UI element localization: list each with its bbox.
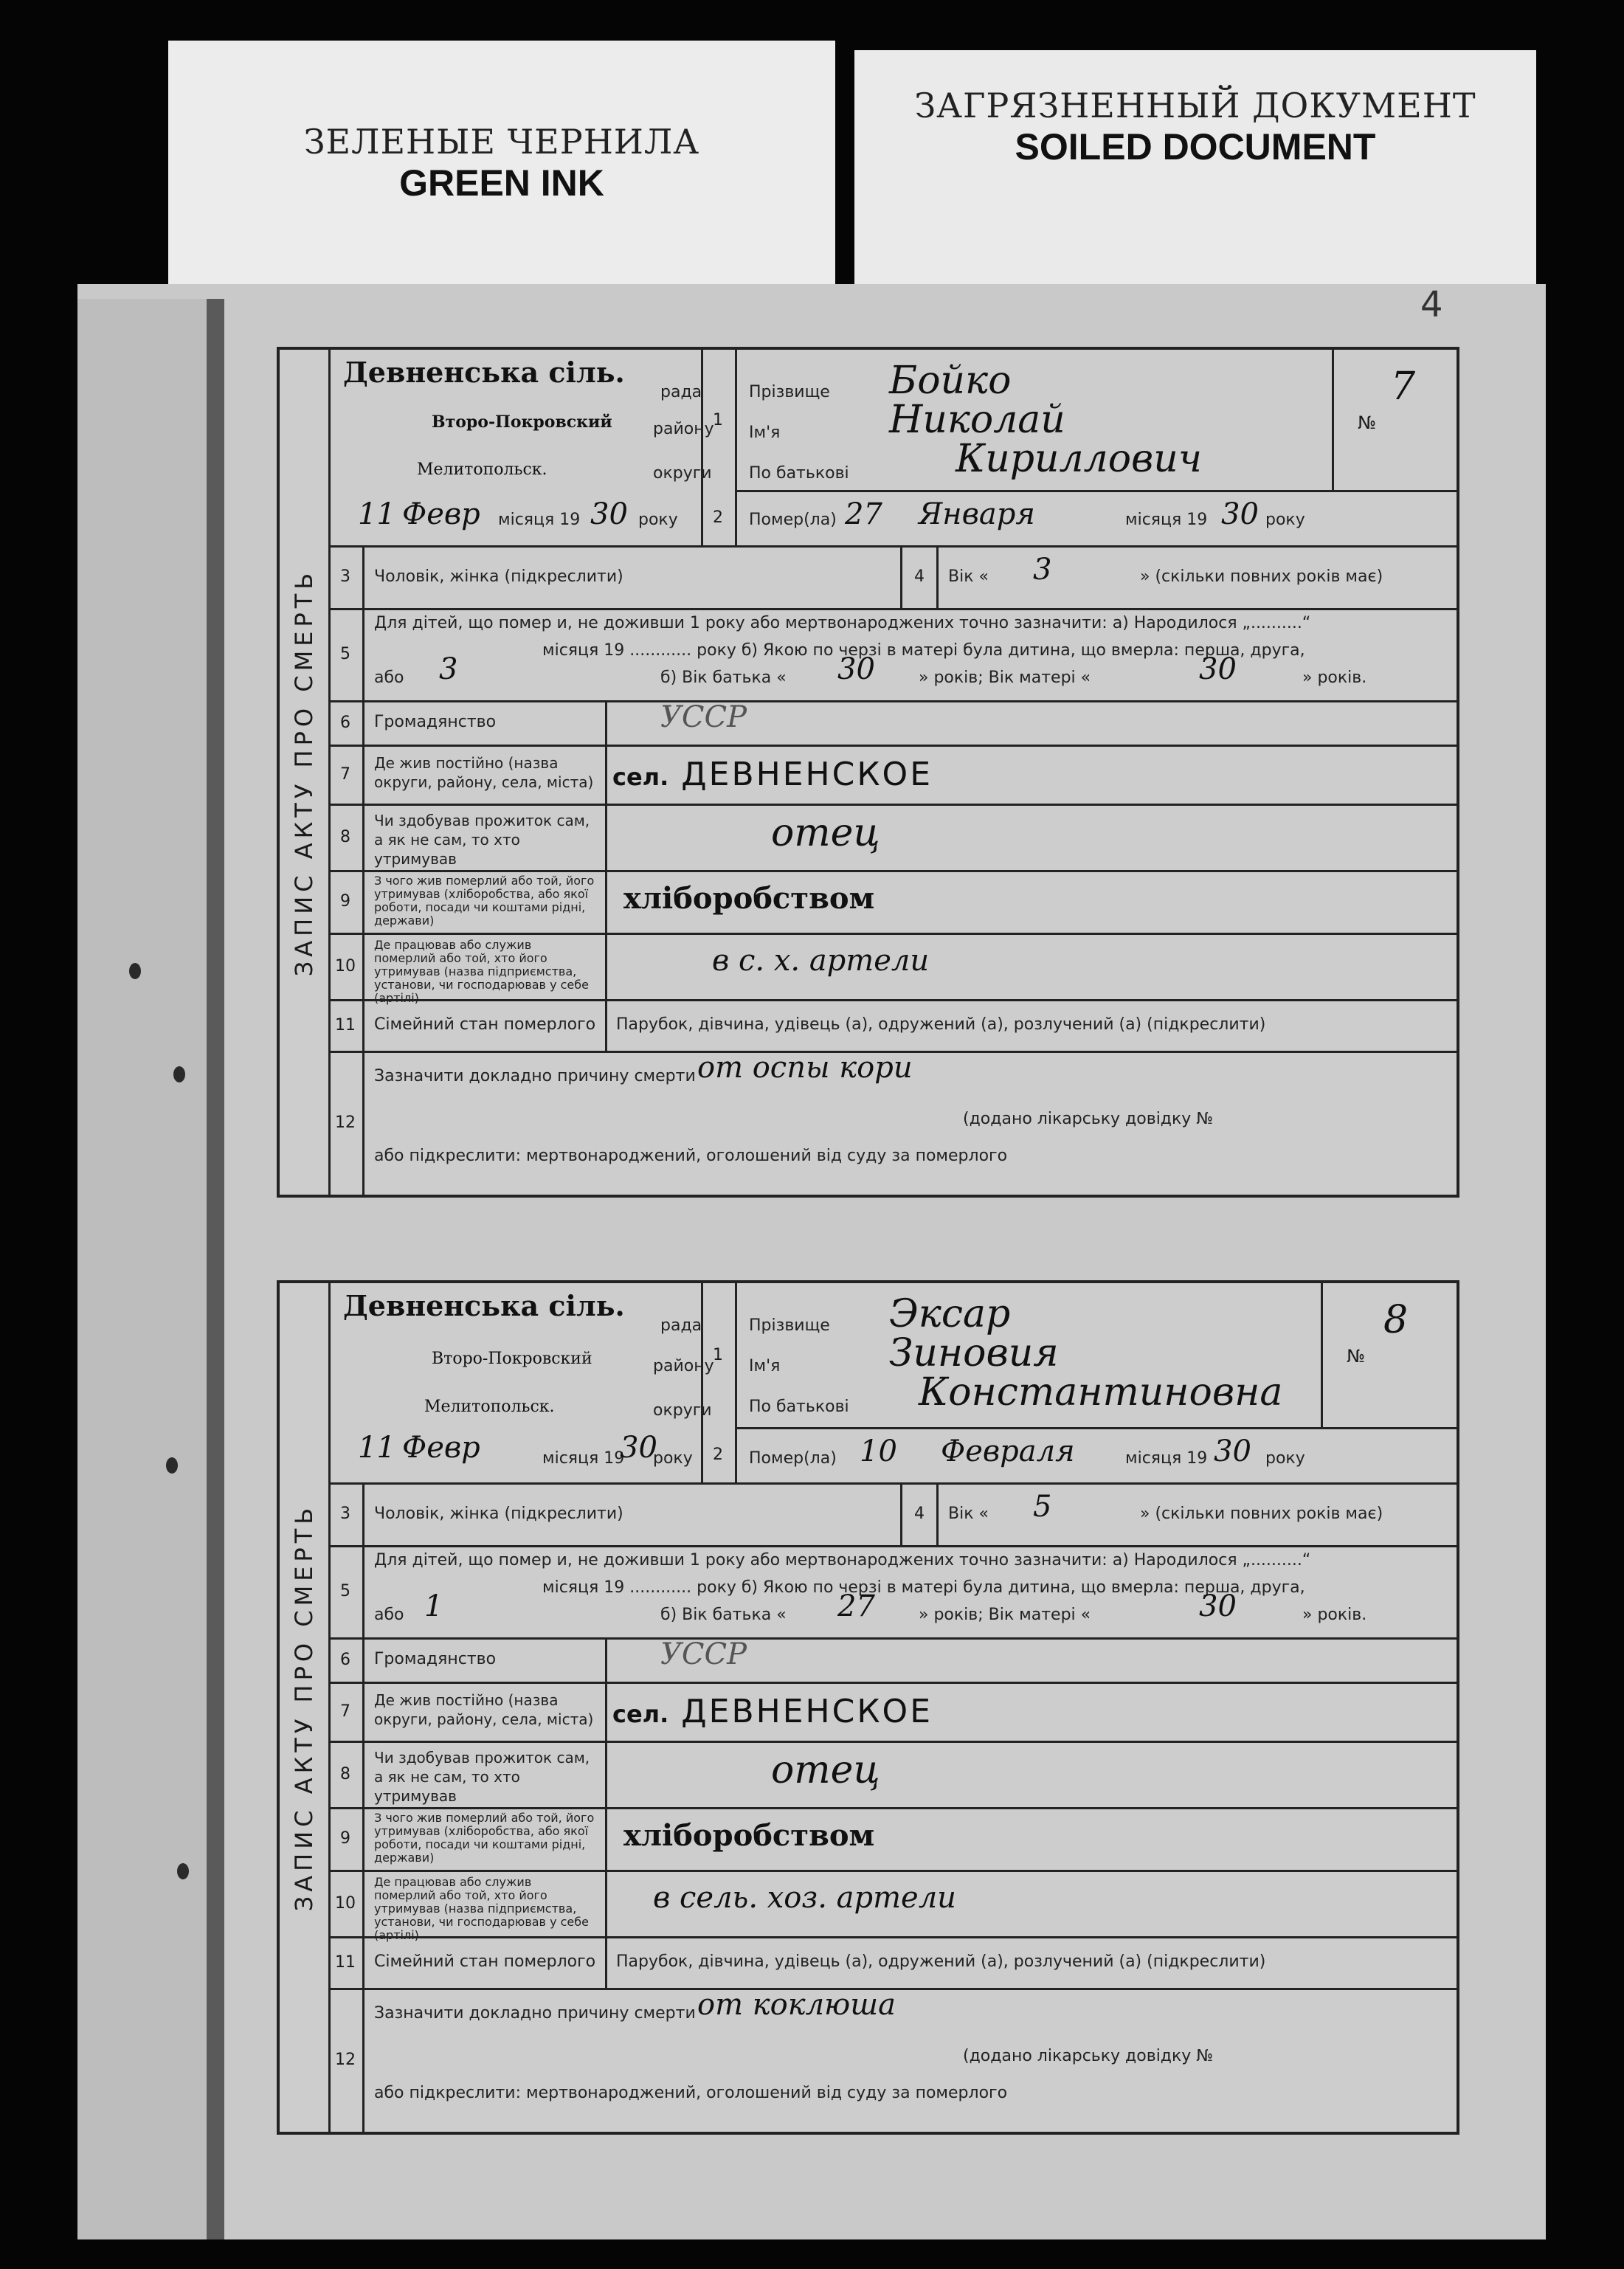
sex-label: Чоловік, жінка (підкреслити) bbox=[374, 1505, 623, 1523]
children-or-label: або bbox=[374, 669, 404, 687]
citizenship-value: УССР bbox=[660, 1637, 747, 1671]
patronymic-label: По батькові bbox=[749, 1398, 849, 1416]
reg-year: 30 bbox=[590, 497, 628, 531]
patronymic-value: Константиновна bbox=[919, 1370, 1283, 1415]
row-number: 10 bbox=[328, 1870, 364, 1936]
district-stamp: Второ-Покровский bbox=[432, 1350, 592, 1368]
source-row bbox=[328, 870, 1457, 935]
marital-options: Парубок, дівчина, удівець (а), одружений (а), розлучений (а) (підкреслити) bbox=[616, 1015, 1266, 1034]
record-number: 7 bbox=[1391, 365, 1416, 409]
citizenship-row bbox=[328, 700, 1457, 747]
marital-row bbox=[328, 1936, 1457, 1990]
row-number: 1 bbox=[701, 350, 737, 490]
died-label: Помер(ла) bbox=[749, 511, 837, 529]
died-label: Помер(ла) bbox=[749, 1449, 837, 1468]
livelihood-label: Чи здобував прожиток сам, а як не сам, то хто утримував bbox=[374, 812, 590, 868]
children-row bbox=[328, 1545, 1457, 1640]
soiled-label-en: SOILED DOCUMENT bbox=[1015, 126, 1376, 168]
soiled-label-ru: ЗАГРЯЗНЕННЫЙ ДОКУМЕНТ bbox=[914, 86, 1476, 125]
reg-day: 11 bbox=[358, 1431, 395, 1465]
sex-age-row bbox=[328, 545, 1457, 610]
row-number: 2 bbox=[701, 490, 737, 545]
cause-row bbox=[328, 1988, 1457, 2132]
row-number: 9 bbox=[328, 1807, 364, 1870]
month-label: місяця 19 bbox=[542, 1449, 625, 1468]
residence-row bbox=[328, 1682, 1457, 1743]
okrug-stamp: Мелитопольск. bbox=[417, 460, 547, 479]
row-number: 7 bbox=[328, 745, 364, 804]
residence-label: Де жив постійно (назва округи, району, села, міста) bbox=[374, 754, 594, 791]
death-month: Января bbox=[919, 497, 1035, 531]
council-stamp: Девненська сіль. bbox=[343, 356, 625, 389]
residence-value: сел. ДЕВНЕНСКОЕ bbox=[612, 756, 933, 793]
okrug-suffix: округи bbox=[653, 1401, 712, 1420]
age-suffix: » (скільки повних років має) bbox=[1140, 567, 1383, 586]
row-number: 8 bbox=[328, 804, 364, 870]
patronymic-label: По батькові bbox=[749, 464, 849, 483]
workplace-row bbox=[328, 1870, 1457, 1942]
source-value: хліборобством bbox=[623, 881, 875, 916]
form-side-title: ЗАПИС АКТУ ПРО СМЕРТЬ bbox=[280, 1283, 331, 2132]
death-record-form-2 bbox=[277, 1280, 1459, 2135]
row-number: 12 bbox=[328, 1051, 364, 1195]
cause-row bbox=[328, 1051, 1457, 1195]
row-number: 7 bbox=[328, 1682, 364, 1741]
death-year: 30 bbox=[1214, 1434, 1251, 1468]
mother-age-label: » років; Вік матері « bbox=[919, 1606, 1091, 1624]
children-row bbox=[328, 608, 1457, 702]
death-day: 10 bbox=[860, 1434, 897, 1468]
mother-age-value: 30 bbox=[1199, 1589, 1237, 1623]
father-age-value: 27 bbox=[837, 1589, 875, 1623]
name-value: Николай bbox=[889, 398, 1065, 442]
row-number: 10 bbox=[328, 933, 364, 999]
father-age-label: б) Вік батька « bbox=[660, 1606, 787, 1624]
age-prefix: Вік « bbox=[948, 567, 989, 586]
livelihood-value: отец bbox=[771, 1748, 880, 1792]
citizenship-row bbox=[328, 1637, 1457, 1684]
residence-label: Де жив постійно (назва округи, району, села, міста) bbox=[374, 1691, 594, 1728]
year-label: року bbox=[653, 1449, 693, 1468]
marital-row bbox=[328, 999, 1457, 1053]
row-number: 6 bbox=[328, 1637, 364, 1682]
death-month: Февраля bbox=[941, 1434, 1075, 1468]
cause-label: Зазначити докладно причину смерти bbox=[374, 1067, 696, 1085]
punch-hole bbox=[177, 1863, 189, 1879]
row-number: 8 bbox=[328, 1741, 364, 1807]
row-number: 1 bbox=[701, 1283, 737, 1427]
residence-value: сел. ДЕВНЕНСКОЕ bbox=[612, 1693, 933, 1730]
green-ink-label-card bbox=[168, 41, 835, 299]
citizenship-label: Громадянство bbox=[374, 713, 497, 731]
age-value: 3 bbox=[1033, 553, 1052, 587]
district-suffix: району bbox=[653, 420, 714, 438]
death-year: 30 bbox=[1221, 497, 1259, 531]
workplace-row bbox=[328, 933, 1457, 1005]
council-suffix: рада bbox=[660, 1316, 702, 1335]
soiled-document-label-card bbox=[854, 50, 1536, 301]
row-number: 11 bbox=[328, 999, 364, 1051]
citizenship-value: УССР bbox=[660, 700, 747, 734]
number-sign: № bbox=[1358, 412, 1376, 433]
sex-label: Чоловік, жінка (підкреслити) bbox=[374, 567, 623, 586]
child-order-value: 3 bbox=[439, 652, 458, 686]
source-label: З чого жив померлий або той, його утримував (хліборобства, або якої роботи, посади чи коштами рідні, держави) bbox=[374, 1811, 595, 1865]
source-value: хліборобством bbox=[623, 1818, 875, 1853]
cause-alt-label: або підкреслити: мертвонароджений, оголошений від суду за померлого bbox=[374, 2084, 1008, 2102]
livelihood-row bbox=[328, 1741, 1457, 1809]
workplace-value: в сель. хоз. артели bbox=[653, 1881, 956, 1915]
children-line-1: Для дітей, що помер и, не доживши 1 року або мертвонароджених точно зазначити: а) Народилося „..........“ bbox=[374, 614, 1311, 632]
row-number: 4 bbox=[900, 1482, 939, 1545]
year-label: року bbox=[1265, 1449, 1305, 1468]
children-line-2: місяця 19 ............ року б) Якою по черзі в матері була дитина, що вмерла: перша, друга, bbox=[542, 641, 1305, 660]
death-day: 27 bbox=[845, 497, 882, 531]
council-suffix: рада bbox=[660, 383, 702, 401]
page-number: 4 bbox=[1420, 284, 1443, 325]
surname-value: Бойко bbox=[889, 359, 1012, 403]
row-number: 9 bbox=[328, 870, 364, 933]
reg-month: Февр bbox=[402, 1431, 480, 1465]
row-number: 5 bbox=[328, 608, 364, 700]
name-label: Ім'я bbox=[749, 424, 781, 442]
name-value: Зиновия bbox=[889, 1331, 1059, 1375]
record-number: 8 bbox=[1383, 1298, 1409, 1342]
marital-label: Сімейний стан померлого bbox=[374, 1015, 596, 1034]
reg-month: Февр bbox=[402, 497, 480, 531]
row-number: 2 bbox=[701, 1427, 737, 1482]
years-suffix: » років. bbox=[1302, 1606, 1367, 1624]
surname-value: Эксар bbox=[889, 1292, 1011, 1336]
cause-value: от оспы кори bbox=[697, 1051, 913, 1085]
year-label: року bbox=[638, 511, 678, 529]
mother-age-label: » років; Вік матері « bbox=[919, 669, 1091, 687]
month-label: місяця 19 bbox=[1125, 511, 1208, 529]
marital-options: Парубок, дівчина, удівець (а), одружений (а), розлучений (а) (підкреслити) bbox=[616, 1952, 1266, 1971]
cause-label: Зазначити докладно причину смерти bbox=[374, 2004, 696, 2023]
years-suffix: » років. bbox=[1302, 669, 1367, 687]
row-number: 4 bbox=[900, 545, 939, 608]
source-label: З чого жив померлий або той, його утримував (хліборобства, або якої роботи, посади чи коштами рідні, держави) bbox=[374, 874, 595, 928]
cause-alt-label: або підкреслити: мертвонароджений, оголошений від суду за померлого bbox=[374, 1147, 1008, 1165]
children-line-1: Для дітей, що помер и, не доживши 1 року або мертвонароджених точно зазначити: а) Народилося „..........“ bbox=[374, 1551, 1311, 1569]
form-header bbox=[328, 1283, 1457, 1485]
sheet-fold-shadow bbox=[207, 299, 224, 2239]
age-suffix: » (скільки повних років має) bbox=[1140, 1505, 1383, 1523]
punch-hole bbox=[129, 963, 141, 979]
row-number: 11 bbox=[328, 1936, 364, 1988]
district-suffix: району bbox=[653, 1357, 714, 1375]
children-or-label: або bbox=[374, 1606, 404, 1624]
number-sign: № bbox=[1347, 1346, 1365, 1367]
form-side-title: ЗАПИС АКТУ ПРО СМЕРТЬ bbox=[280, 350, 331, 1195]
month-label: місяця 19 bbox=[1125, 1449, 1208, 1468]
source-row bbox=[328, 1807, 1457, 1872]
cause-value: от коклюша bbox=[697, 1988, 896, 2022]
marital-label: Сімейний стан померлого bbox=[374, 1952, 596, 1971]
row-number: 6 bbox=[328, 700, 364, 745]
cause-cert-label: (додано лікарську довідку № bbox=[963, 2047, 1214, 2065]
sex-age-row bbox=[328, 1482, 1457, 1547]
okrug-suffix: округи bbox=[653, 464, 712, 483]
cause-cert-label: (додано лікарську довідку № bbox=[963, 1110, 1214, 1128]
livelihood-row bbox=[328, 804, 1457, 872]
row-number: 12 bbox=[328, 1988, 364, 2132]
green-ink-label-ru: ЗЕЛЕНЫЕ ЧЕРНИЛА bbox=[303, 122, 700, 162]
reg-year: 30 bbox=[620, 1431, 657, 1465]
father-age-value: 30 bbox=[837, 652, 875, 686]
patronymic-value: Кириллович bbox=[956, 437, 1203, 481]
row-number: 3 bbox=[328, 1482, 364, 1545]
sheet-bound-edge bbox=[77, 299, 218, 2239]
age-prefix: Вік « bbox=[948, 1505, 989, 1523]
surname-label: Прізвище bbox=[749, 1316, 830, 1335]
livelihood-value: отец bbox=[771, 811, 880, 855]
district-stamp: Второ-Покровский bbox=[432, 412, 612, 432]
month-label: місяця 19 bbox=[498, 511, 581, 529]
okrug-stamp: Мелитопольск. bbox=[424, 1398, 555, 1416]
row-number: 3 bbox=[328, 545, 364, 608]
reg-day: 11 bbox=[358, 497, 395, 531]
green-ink-label-en: GREEN INK bbox=[399, 162, 604, 204]
punch-hole bbox=[173, 1066, 185, 1082]
punch-hole bbox=[166, 1457, 178, 1474]
workplace-value: в с. х. артели bbox=[712, 944, 930, 978]
children-line-2: місяця 19 ............ року б) Якою по черзі в матері була дитина, що вмерла: перша, друга, bbox=[542, 1578, 1305, 1597]
citizenship-label: Громадянство bbox=[374, 1650, 497, 1668]
death-record-form-1 bbox=[277, 347, 1459, 1198]
name-label: Ім'я bbox=[749, 1357, 781, 1375]
age-value: 5 bbox=[1033, 1490, 1052, 1524]
child-order-value: 1 bbox=[424, 1589, 443, 1623]
residence-row bbox=[328, 745, 1457, 806]
surname-label: Прізвище bbox=[749, 383, 830, 401]
council-stamp: Девненська сіль. bbox=[343, 1289, 625, 1322]
livelihood-label: Чи здобував прожиток сам, а як не сам, то хто утримував bbox=[374, 1749, 590, 1805]
row-number: 5 bbox=[328, 1545, 364, 1637]
workplace-label: Де працював або служив померлий або той, хто його утримував (назва підприємства, установи, чи господарював у себе (артілі) bbox=[374, 938, 589, 1005]
year-label: року bbox=[1265, 511, 1305, 529]
father-age-label: б) Вік батька « bbox=[660, 669, 787, 687]
mother-age-value: 30 bbox=[1199, 652, 1237, 686]
workplace-label: Де працював або служив померлий або той, хто його утримував (назва підприємства, установи, чи господарював у себе (артілі) bbox=[374, 1875, 589, 1942]
form-header bbox=[328, 350, 1457, 548]
